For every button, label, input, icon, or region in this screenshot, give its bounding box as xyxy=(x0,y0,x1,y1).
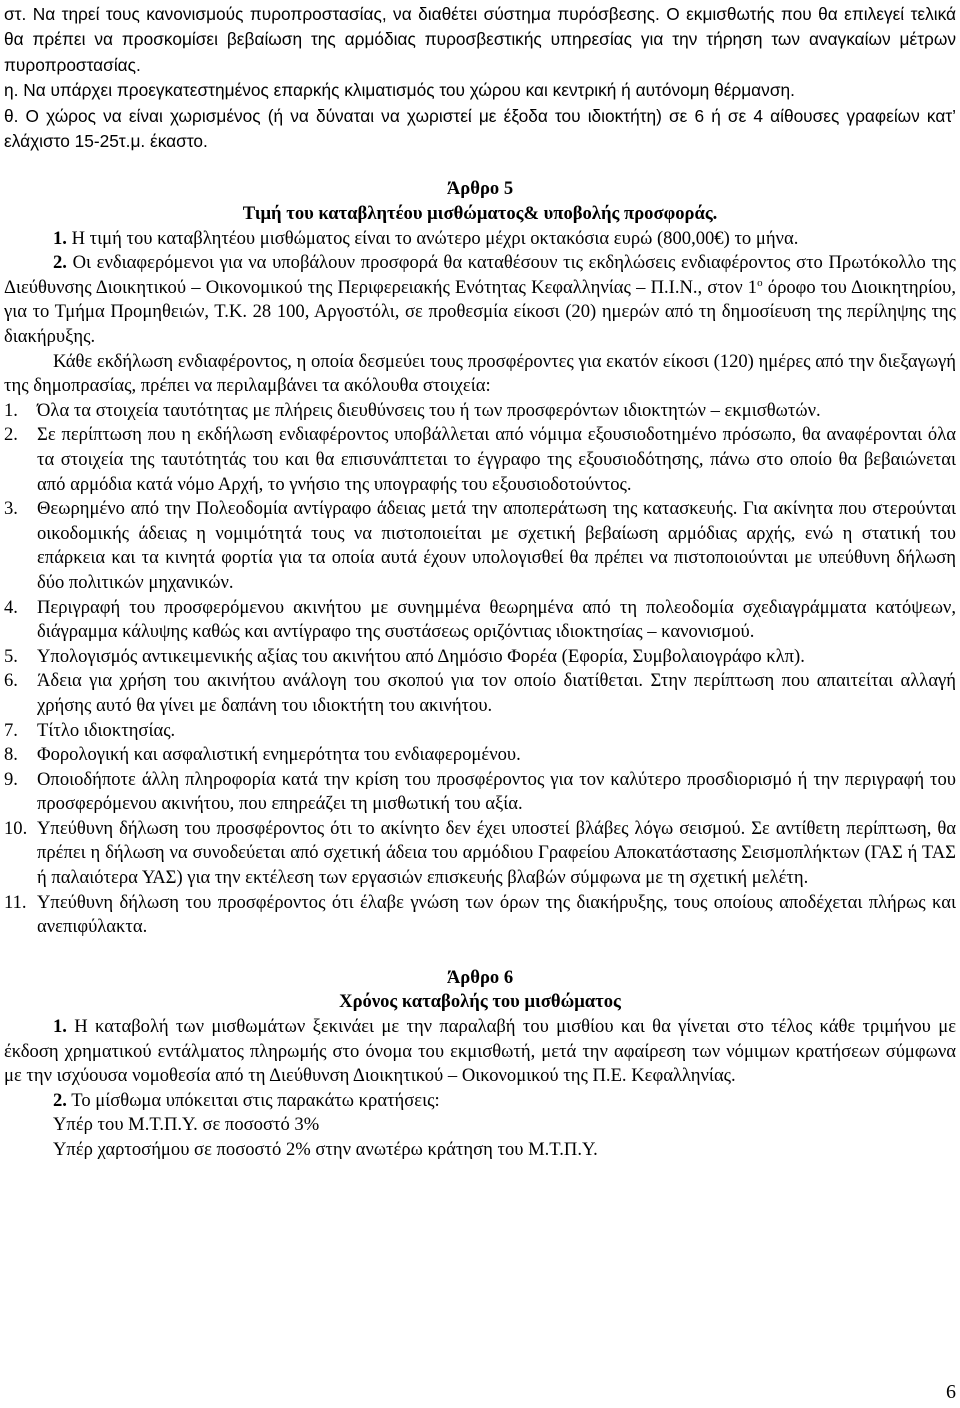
list-item: 2. Σε περίπτωση που η εκδήλωση ενδιαφέροντος υποβάλλεται από νόμιμα εξουσιοδοτημένο πρόσωπο, θα αναφέρονται όλα τα στοιχεία της ταυτότητάς του και θα επισυνάπτεται το έγγραφο της εξουσιοδότησης, πάνω στο οποίο θα βεβαιώνεται από αρμόδια κατά νόμο Αρχή, το γνήσιο της υπογραφής του εξουσιοδοτούντος. xyxy=(4,424,956,495)
list-item: 10. Υπεύθυνη δήλωση του προσφέροντος ότι το ακίνητο δεν έχει υποστεί βλάβες λόγω σεισμού. Σε αντίθετη περίπτωση, θα πρέπει η δήλωση να συνοδεύεται από σχετική άδεια του αρμόδιου Γραφείου Αποκατάστασης Σεισμοπλήκτων (ΓΑΣ ή ΤΑΣ ή παλαιότερα ΥΑΣ) για την εκτέλεση των εργασιών επισκευής βλαβών σύμφωνα με τη σχετική μελέτη. xyxy=(4,817,956,889)
requirements-list xyxy=(4,399,956,940)
article-5 xyxy=(4,177,956,939)
article-5-paragraph-3: Κάθε εκδήλωση ενδιαφέροντος, η οποία δεσμεύει τους προσφέροντες για εκατόν είκοσι (120) ημέρες από την διεξαγωγή της δημοπρασίας, πρέπει να περιλαμβάνει τα ακόλουθα στοιχεία: xyxy=(4,350,956,397)
article-5-subheading: Τιμή του καταβλητέου μισθώματος& υποβολής προσφοράς. xyxy=(242,203,718,225)
paragraph-th: θ. Ο χώρος να είναι χωρισμένος (ή να δύναται να χωριστεί με έξοδα του ιδιοκτήτη) σε 6 ή σε 4 αίθουσες γραφείων κατ’ ελάχιστο 15-25τ.μ. έκαστο. xyxy=(4,105,956,152)
list-item: 8. Φορολογική και ασφαλιστική ενημερότητα του ενδιαφερομένου. xyxy=(4,744,521,766)
deduction-line-1: Υπέρ του Μ.Τ.Π.Υ. σε ποσοστό 3% xyxy=(53,1114,320,1136)
article-5-paragraph-1: 1. Η τιμή του καταβλητέου μισθώματος είναι το ανώτερο μέχρι οκτακόσια ευρώ (800,00€) το μήνα. xyxy=(53,227,799,249)
article-6-heading: Άρθρο 6 xyxy=(446,966,514,988)
list-item: 9. Οποιοδήποτε άλλη πληροφορία κατά την κρίση του προσφέροντος για τον καλύτερο προσδιορισμό ή την περιγραφή του προσφερόμενου ακινήτου, που επηρεάζει τη μισθωτική του αξία. xyxy=(4,768,956,815)
article-6-subheading: Χρόνος καταβολής του μισθώματος xyxy=(339,991,621,1013)
paragraph-st: στ. Να τηρεί τους κανονισμούς πυροπροστασίας, να διαθέτει σύστημα πυρόσβεσης. Ο εκμισθωτής που θα επιλεγεί τελικά θα πρέπει να προσκομίσει βεβαίωση της αρμόδιας πυροσβεστικής υπηρεσίας για την τήρηση των αναγκαίων μέτρων πυροπροστασίας. xyxy=(4,4,956,75)
intro-section xyxy=(4,2,956,154)
list-item: 1. Όλα τα στοιχεία ταυτότητας με πλήρεις διευθύνσεις του ή των προσφερόντων ιδιοκτητών – εκμισθωτών. xyxy=(4,399,821,421)
deduction-line-2: Υπέρ χαρτοσήμου σε ποσοστό 2% στην ανωτέρω κράτηση του Μ.Τ.Π.Υ. xyxy=(53,1139,598,1160)
paragraph-h: η. Να υπάρχει προεγκατεστημένος επαρκής κλιματισμός του χώρου και κεντρική ή αυτόνομη θέρμανση. xyxy=(4,80,795,101)
list-item: 4. Περιγραφή του προσφερόμενου ακινήτου με συνημμένα θεωρημένα από τη πολεοδομία σχεδιαγράμματα κατόψεων, διάγραμμα κάλυψης καθώς και αντίγραφο της συστάσεως οριζόντιας ιδιοκτησίας – κανονισμού. xyxy=(4,596,956,643)
paragraph-number: 2. xyxy=(53,1089,67,1111)
page-number: 6 xyxy=(946,1381,956,1403)
article-6 xyxy=(4,966,956,1163)
list-item: 6. Άδεια για χρήση του ακινήτου ανάλογη του σκοπού για τον οποίο διατίθεται. Στην περίπτωση που απαιτείται αλλαγή χρήσης αυτό θα γίνει με δαπάνη του ιδιοκτήτη του ακινήτου. xyxy=(4,670,956,716)
list-item: 7. Τίτλο ιδιοκτησίας. xyxy=(4,719,176,741)
paragraph-number: 1. xyxy=(53,227,67,249)
article-5-heading: Άρθρο 5 xyxy=(446,178,514,200)
article-5-paragraph-2: 2. Οι ενδιαφερόμενοι για να υποβάλουν προσφορά θα καταθέσουν τις εκδηλώσεις ενδιαφέροντος στο Πρωτόκολλο της Διεύθυνσης Διοικητικού – Οικονομικού της Περιφερειακής Ενότητας Κεφαλληνίας – Π.Ι.Ν., στον $1^o$ όροφο του Διοικητηρίου, για το Τμήμα Προμηθειών, Τ.Κ. 28 100, Αργοστόλι, σε προθεσμία είκοσι (20) ημερών από τη δημοσίευση της περίληψης της διακήρυξης. xyxy=(4,252,956,347)
list-item: 3. Θεωρημένο από την Πολεοδομία αντίγραφο άδειας μετά την αποπεράτωση της κατασκευής. Για ακίνητα που στερούνται οικοδομικής άδειας η νομιμότητά τους να πιστοποιείται με σχετική βεβαίωση αρμόδιας αρχής, ενώ η στατική του επάρκεια και τα κινητά φορτία για τα οποία αυτά έχουν υπολογισθεί θα πρέπει να πιστοποιούνται με υπεύθυνη δήλωση δύο πολιτικών μηχανικών. xyxy=(4,498,956,593)
list-item: 11. Υπεύθυνη δήλωση του προσφέροντος ότι έλαβε γνώση των όρων της διακήρυξης, τους οποίους αποδέχεται πλήρως και ανεπιφύλακτα. xyxy=(4,891,956,938)
ordinal-superscript: ο xyxy=(757,276,763,289)
paragraph-number: 2. xyxy=(53,252,67,274)
list-item: 5. Υπολογισμός αντικειμενικής αξίας του ακινήτου από Δημόσιο Φορέα (Εφορία, Συμβολαιογράφο κλπ). xyxy=(4,645,805,667)
article-6-paragraph-1: 1. Η καταβολή των μισθωμάτων ξεκινάει με την παραλαβή του μισθίου και θα γίνεται στο τέλος κάθε τριμήνου με έκδοση χρηματικού εντάλματος πληρωμής στο όνομα του εκμισθωτή, μετά την αφαίρεση των νόμιμων κρατήσεων σύμφωνα με την ισχύουσα νομοθεσία από τη Διεύθυνση Διοικητικού – Οικονομικού της Π.Ε. Κεφαλληνίας. xyxy=(4,1016,956,1087)
article-6-paragraph-2: 2. Το μίσθωμα υπόκειται στις παρακάτω κρατήσεις: xyxy=(53,1089,440,1111)
paragraph-number: 1. xyxy=(53,1016,67,1038)
